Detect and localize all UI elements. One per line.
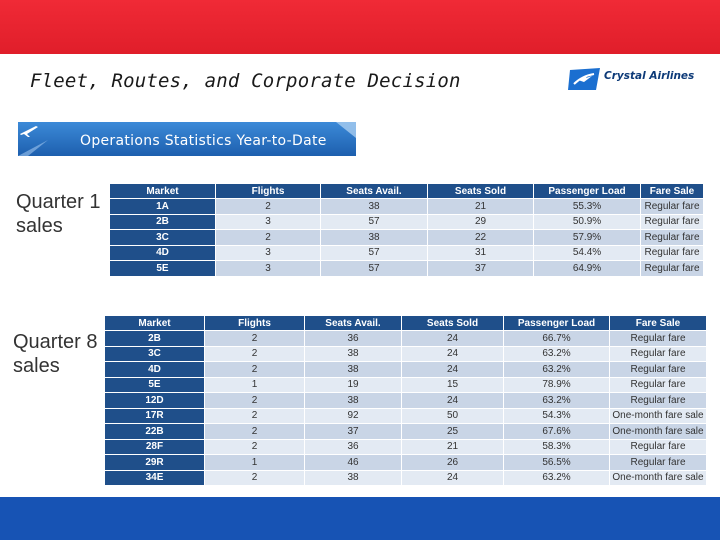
market-cell: 3C: [105, 346, 205, 362]
passenger-load-cell: 63.2%: [504, 346, 610, 362]
airplane-icon: [18, 122, 40, 138]
col-header: Flights: [216, 184, 321, 199]
seats-sold-cell: 25: [402, 424, 504, 440]
seats-sold-cell: 24: [402, 346, 504, 362]
table-row: [110, 245, 704, 261]
fare-sale-cell: Regular fare: [641, 214, 704, 230]
flights-cell: 2: [205, 470, 305, 486]
passenger-load-cell: 55.3%: [534, 199, 641, 215]
col-header: Passenger Load: [504, 316, 610, 331]
fare-sale-cell: Regular fare: [610, 331, 707, 347]
market-cell: 17R: [105, 408, 205, 424]
quarter-8-label-line2: sales: [13, 355, 60, 377]
passenger-load-cell: 64.9%: [534, 261, 641, 277]
passenger-load-cell: 54.3%: [504, 408, 610, 424]
seats-avail-cell: 38: [305, 470, 402, 486]
seats-avail-cell: 38: [305, 393, 402, 409]
col-header: Market: [110, 184, 216, 199]
flights-cell: 2: [216, 199, 321, 215]
seats-avail-cell: 92: [305, 408, 402, 424]
market-cell: 2B: [110, 214, 216, 230]
seats-sold-cell: 50: [402, 408, 504, 424]
flights-cell: 1: [205, 455, 305, 471]
fare-sale-cell: Regular fare: [641, 230, 704, 246]
passenger-load-cell: 50.9%: [534, 214, 641, 230]
col-header: Seats Sold: [402, 316, 504, 331]
flights-cell: 3: [216, 214, 321, 230]
flights-cell: 2: [205, 362, 305, 378]
col-header: Seats Avail.: [305, 316, 402, 331]
seats-sold-cell: 21: [428, 199, 534, 215]
market-cell: 1A: [110, 199, 216, 215]
table-row: [105, 408, 707, 424]
table-row: [105, 331, 707, 347]
seats-sold-cell: 24: [402, 470, 504, 486]
flights-cell: 2: [205, 439, 305, 455]
table-row: [105, 362, 707, 378]
table-row: [110, 230, 704, 246]
table-row: [105, 377, 707, 393]
bottom-blue-bar: [0, 497, 720, 540]
table-row: [105, 424, 707, 440]
col-header: Fare Sale: [641, 184, 704, 199]
flights-cell: 2: [205, 424, 305, 440]
passenger-load-cell: 66.7%: [504, 331, 610, 347]
seats-avail-cell: 36: [305, 331, 402, 347]
fare-sale-cell: Regular fare: [610, 455, 707, 471]
quarter-1-label-line1: Quarter 1: [16, 191, 101, 213]
seats-sold-cell: 22: [428, 230, 534, 246]
seats-avail-cell: 57: [321, 261, 428, 277]
quarter-1-label-line2: sales: [16, 215, 63, 237]
fare-sale-cell: Regular fare: [610, 346, 707, 362]
slide-title: Fleet, Routes, and Corporate Decision: [30, 70, 461, 92]
market-cell: 28F: [105, 439, 205, 455]
flights-cell: 2: [205, 346, 305, 362]
passenger-load-cell: 63.2%: [504, 470, 610, 486]
logo-text: Crystal Airlines: [604, 70, 695, 82]
passenger-load-cell: 56.5%: [504, 455, 610, 471]
quarter-8-label: [13, 330, 97, 378]
seats-avail-cell: 38: [305, 346, 402, 362]
flights-cell: 3: [216, 261, 321, 277]
seats-avail-cell: 38: [321, 199, 428, 215]
seats-sold-cell: 24: [402, 331, 504, 347]
table-row: [105, 470, 707, 486]
col-header: Fare Sale: [610, 316, 707, 331]
seats-sold-cell: 21: [402, 439, 504, 455]
fare-sale-cell: One-month fare sale: [610, 408, 707, 424]
quarter-8-label-line1: Quarter 8: [13, 331, 98, 353]
passenger-load-cell: 58.3%: [504, 439, 610, 455]
fare-sale-cell: Regular fare: [641, 199, 704, 215]
market-cell: 34E: [105, 470, 205, 486]
seats-sold-cell: 26: [402, 455, 504, 471]
passenger-load-cell: 78.9%: [504, 377, 610, 393]
company-logo: [566, 64, 716, 94]
table-row: [105, 439, 707, 455]
market-cell: 5E: [105, 377, 205, 393]
col-header: Seats Avail.: [321, 184, 428, 199]
market-cell: 12D: [105, 393, 205, 409]
market-cell: 4D: [110, 245, 216, 261]
table-header-row: [110, 184, 704, 199]
flights-cell: 3: [216, 245, 321, 261]
fare-sale-cell: Regular fare: [610, 377, 707, 393]
col-header: Market: [105, 316, 205, 331]
market-cell: 29R: [105, 455, 205, 471]
quarter-1-label: [16, 190, 100, 238]
seats-sold-cell: 29: [428, 214, 534, 230]
fare-sale-cell: Regular fare: [641, 245, 704, 261]
seats-avail-cell: 36: [305, 439, 402, 455]
market-cell: 5E: [110, 261, 216, 277]
seats-sold-cell: 24: [402, 393, 504, 409]
passenger-load-cell: 67.6%: [504, 424, 610, 440]
seats-sold-cell: 24: [402, 362, 504, 378]
flights-cell: 2: [205, 331, 305, 347]
table-row: [105, 346, 707, 362]
plane-swoosh-icon: [566, 66, 602, 92]
table-row: [110, 214, 704, 230]
seats-sold-cell: 31: [428, 245, 534, 261]
seats-sold-cell: 37: [428, 261, 534, 277]
col-header: Flights: [205, 316, 305, 331]
passenger-load-cell: 63.2%: [504, 362, 610, 378]
table-row: [110, 199, 704, 215]
table-header-row: [105, 316, 707, 331]
table-row: [110, 261, 704, 277]
market-cell: 3C: [110, 230, 216, 246]
seats-avail-cell: 37: [305, 424, 402, 440]
flights-cell: 2: [216, 230, 321, 246]
top-red-bar: [0, 0, 720, 54]
fare-sale-cell: Regular fare: [610, 439, 707, 455]
seats-avail-cell: 38: [305, 362, 402, 378]
market-cell: 22B: [105, 424, 205, 440]
flights-cell: 2: [205, 393, 305, 409]
market-cell: 2B: [105, 331, 205, 347]
seats-avail-cell: 38: [321, 230, 428, 246]
banner-text: Operations Statistics Year-to-Date: [80, 133, 327, 149]
market-cell: 4D: [105, 362, 205, 378]
fare-sale-cell: One-month fare sale: [610, 424, 707, 440]
passenger-load-cell: 63.2%: [504, 393, 610, 409]
flights-cell: 1: [205, 377, 305, 393]
flights-cell: 2: [205, 408, 305, 424]
quarter-1-table: [109, 183, 704, 277]
section-banner: [18, 122, 356, 156]
table-row: [105, 393, 707, 409]
col-header: Seats Sold: [428, 184, 534, 199]
fare-sale-cell: Regular fare: [610, 393, 707, 409]
quarter-8-table: [104, 315, 707, 486]
passenger-load-cell: 54.4%: [534, 245, 641, 261]
col-header: Passenger Load: [534, 184, 641, 199]
table-row: [105, 455, 707, 471]
fare-sale-cell: Regular fare: [610, 362, 707, 378]
seats-avail-cell: 57: [321, 245, 428, 261]
fare-sale-cell: Regular fare: [641, 261, 704, 277]
seats-avail-cell: 57: [321, 214, 428, 230]
fare-sale-cell: One-month fare sale: [610, 470, 707, 486]
passenger-load-cell: 57.9%: [534, 230, 641, 246]
seats-avail-cell: 19: [305, 377, 402, 393]
seats-sold-cell: 15: [402, 377, 504, 393]
seats-avail-cell: 46: [305, 455, 402, 471]
